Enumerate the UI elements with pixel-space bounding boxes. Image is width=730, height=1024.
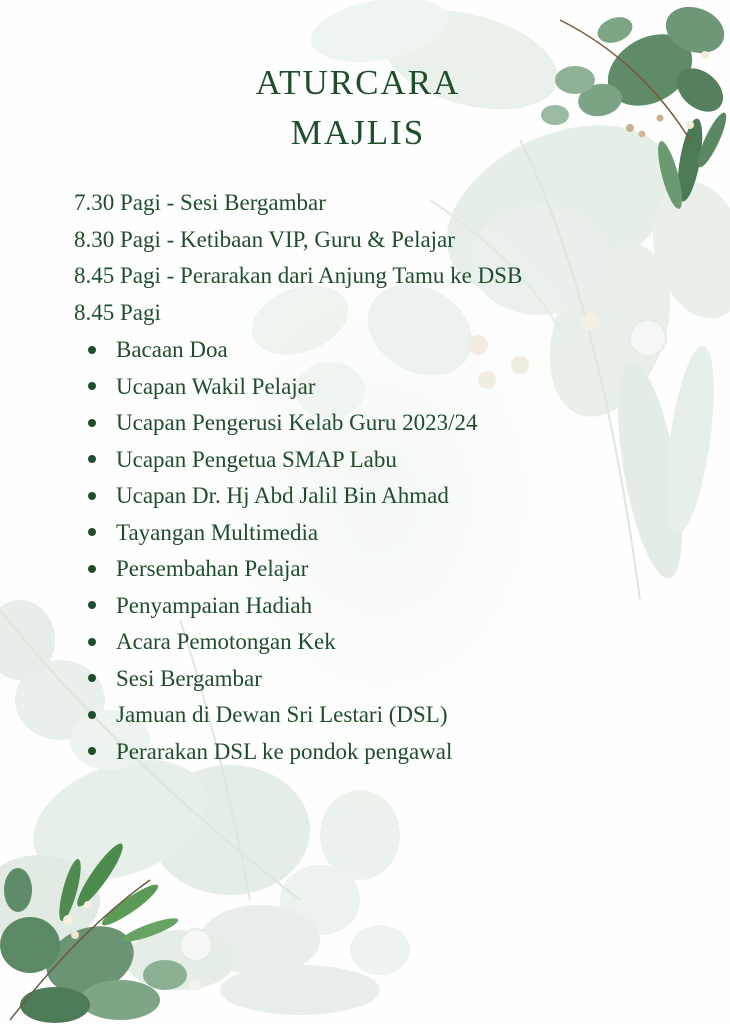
- bullet-icon: [88, 565, 96, 573]
- schedule-item: 8.45 Pagi: [74, 299, 161, 325]
- schedule-list: [74, 185, 522, 331]
- bullet-icon: [88, 492, 96, 500]
- program-item-label: Persembahan Pelajar: [116, 556, 309, 581]
- program-item-label: Jamuan di Dewan Sri Lestari (DSL): [116, 702, 448, 727]
- program-item-label: Tayangan Multimedia: [116, 519, 319, 545]
- program-item: [88, 405, 478, 442]
- program-item-label: Bacaan Doa: [116, 337, 228, 362]
- program-item: [88, 478, 478, 515]
- program-item-label: Ucapan Pengerusi Kelab Guru 2023/24: [116, 410, 478, 435]
- bullet-icon: [88, 455, 96, 463]
- program-item-label: Perarakan DSL ke pondok pengawal: [116, 738, 453, 764]
- program-item: [88, 588, 478, 625]
- schedule-item: 8.30 Pagi - Ketibaan VIP, Guru & Pelajar: [74, 226, 455, 252]
- program-item-label: Penyampaian Hadiah: [116, 592, 313, 618]
- program-item: [88, 332, 478, 369]
- program-item: [88, 442, 478, 479]
- bullet-icon: [88, 528, 96, 536]
- program-item-label: Acara Pemotongan Kek: [116, 629, 336, 654]
- bullet-icon: [88, 601, 96, 609]
- bullet-icon: [88, 382, 96, 390]
- bullet-icon: [88, 674, 96, 682]
- program-item: [88, 515, 478, 552]
- page-title: [0, 58, 716, 158]
- title-line-1: ATURCARA: [255, 63, 461, 102]
- bullet-icon: [88, 711, 96, 719]
- schedule-item: 7.30 Pagi - Sesi Bergambar: [74, 190, 326, 215]
- program-item: [88, 697, 478, 734]
- program-item-list: [88, 332, 478, 770]
- schedule-item: 8.45 Pagi - Perarakan dari Anjung Tamu ke DSB: [74, 263, 523, 288]
- program-item: [88, 624, 478, 661]
- program-item: [88, 661, 478, 698]
- program-item-label: Ucapan Dr. Hj Abd Jalil Bin Ahmad: [116, 483, 449, 508]
- program-item: [88, 369, 478, 406]
- program-item-label: Ucapan Pengetua SMAP Labu: [116, 446, 397, 472]
- program-item-label: Sesi Bergambar: [116, 665, 262, 691]
- title-line-2: MAJLIS: [290, 113, 426, 152]
- bullet-icon: [88, 346, 96, 354]
- bullet-icon: [88, 638, 96, 646]
- program-item: [88, 551, 478, 588]
- bullet-icon: [88, 747, 96, 755]
- bullet-icon: [88, 419, 96, 427]
- program-item-label: Ucapan Wakil Pelajar: [116, 373, 316, 399]
- program-item: [88, 734, 478, 771]
